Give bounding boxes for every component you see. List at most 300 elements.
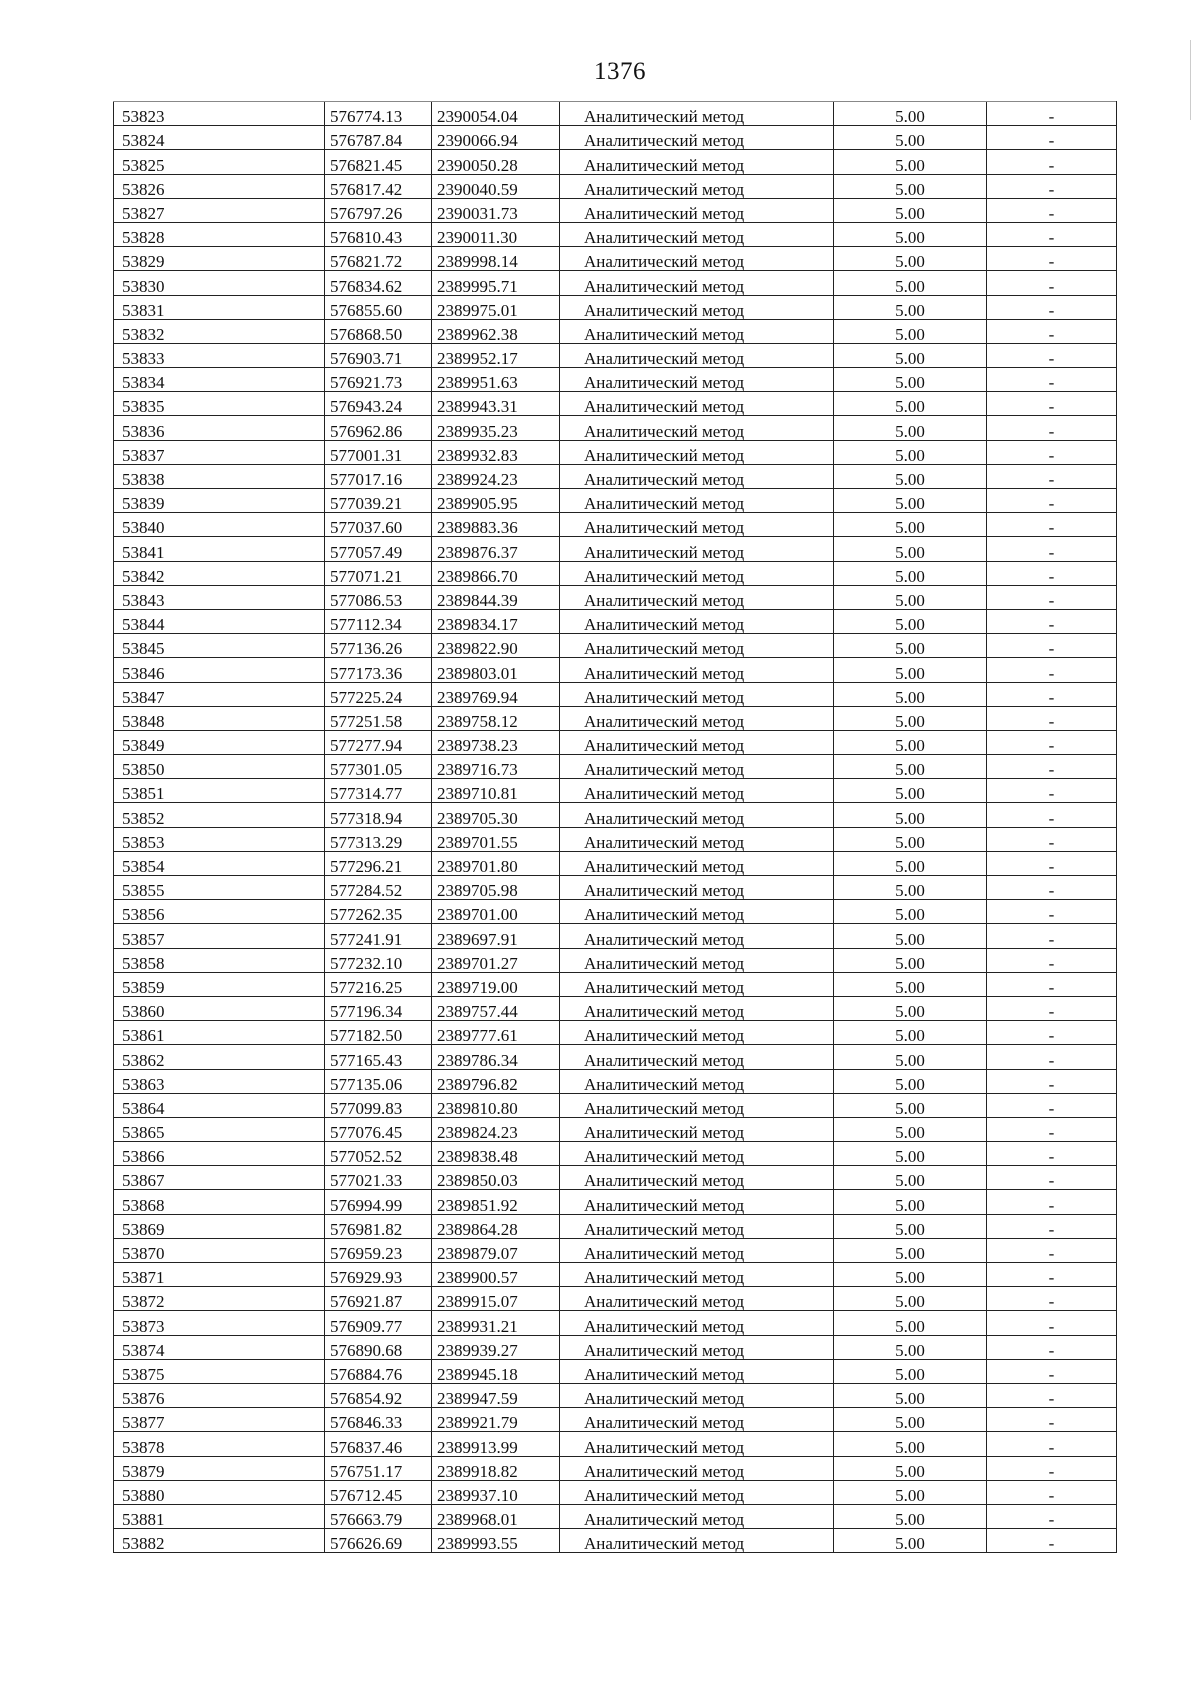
accuracy-cell: 5.00 [834, 827, 987, 851]
x-coordinate-cell: 577021.33 [325, 1166, 432, 1190]
x-coordinate-cell: 577196.34 [325, 996, 432, 1020]
note-cell: - [987, 343, 1117, 367]
point-id-cell: 53837 [114, 440, 325, 464]
method-cell: Аналитический метод [560, 537, 834, 561]
accuracy-cell: 5.00 [834, 126, 987, 150]
table-row [114, 996, 1117, 1020]
y-coordinate-cell: 2389945.18 [432, 1359, 560, 1383]
method-cell: Аналитический метод [560, 271, 834, 295]
y-coordinate-cell: 2389975.01 [432, 295, 560, 319]
table-row [114, 827, 1117, 851]
table-row [114, 368, 1117, 392]
table-row [114, 730, 1117, 754]
y-coordinate-cell: 2389937.10 [432, 1480, 560, 1504]
method-cell: Аналитический метод [560, 150, 834, 174]
method-cell: Аналитический метод [560, 1408, 834, 1432]
x-coordinate-cell: 576846.33 [325, 1408, 432, 1432]
method-cell: Аналитический метод [560, 1166, 834, 1190]
method-cell: Аналитический метод [560, 996, 834, 1020]
note-cell: - [987, 972, 1117, 996]
y-coordinate-cell: 2389838.48 [432, 1142, 560, 1166]
method-cell: Аналитический метод [560, 851, 834, 875]
y-coordinate-cell: 2389918.82 [432, 1456, 560, 1480]
x-coordinate-cell: 576854.92 [325, 1383, 432, 1407]
accuracy-cell: 5.00 [834, 102, 987, 126]
accuracy-cell: 5.00 [834, 972, 987, 996]
point-id-cell: 53870 [114, 1238, 325, 1262]
y-coordinate-cell: 2389913.99 [432, 1432, 560, 1456]
accuracy-cell: 5.00 [834, 779, 987, 803]
accuracy-cell: 5.00 [834, 755, 987, 779]
note-cell: - [987, 368, 1117, 392]
method-cell: Аналитический метод [560, 1238, 834, 1262]
y-coordinate-cell: 2389921.79 [432, 1408, 560, 1432]
y-coordinate-cell: 2389803.01 [432, 658, 560, 682]
x-coordinate-cell: 576962.86 [325, 416, 432, 440]
accuracy-cell: 5.00 [834, 489, 987, 513]
table-row [114, 126, 1117, 150]
method-cell: Аналитический метод [560, 319, 834, 343]
x-coordinate-cell: 577112.34 [325, 609, 432, 633]
table-row [114, 1287, 1117, 1311]
x-coordinate-cell: 577071.21 [325, 561, 432, 585]
y-coordinate-cell: 2389769.94 [432, 682, 560, 706]
method-cell: Аналитический метод [560, 706, 834, 730]
table-row [114, 174, 1117, 198]
x-coordinate-cell: 577017.16 [325, 464, 432, 488]
method-cell: Аналитический метод [560, 1311, 834, 1335]
table-row [114, 440, 1117, 464]
y-coordinate-cell: 2389935.23 [432, 416, 560, 440]
note-cell: - [987, 948, 1117, 972]
x-coordinate-cell: 577225.24 [325, 682, 432, 706]
note-cell: - [987, 1190, 1117, 1214]
accuracy-cell: 5.00 [834, 1383, 987, 1407]
y-coordinate-cell: 2389951.63 [432, 368, 560, 392]
point-id-cell: 53826 [114, 174, 325, 198]
y-coordinate-cell: 2389796.82 [432, 1069, 560, 1093]
method-cell: Аналитический метод [560, 1480, 834, 1504]
y-coordinate-cell: 2389710.81 [432, 779, 560, 803]
accuracy-cell: 5.00 [834, 561, 987, 585]
y-coordinate-cell: 2389758.12 [432, 706, 560, 730]
point-id-cell: 53855 [114, 876, 325, 900]
x-coordinate-cell: 577165.43 [325, 1045, 432, 1069]
point-id-cell: 53832 [114, 319, 325, 343]
note-cell: - [987, 222, 1117, 246]
accuracy-cell: 5.00 [834, 1117, 987, 1141]
point-id-cell: 53853 [114, 827, 325, 851]
table-row [114, 851, 1117, 875]
x-coordinate-cell: 577052.52 [325, 1142, 432, 1166]
y-coordinate-cell: 2389738.23 [432, 730, 560, 754]
page-number: 1376 [594, 58, 646, 85]
note-cell: - [987, 416, 1117, 440]
note-cell: - [987, 658, 1117, 682]
point-id-cell: 53882 [114, 1529, 325, 1553]
accuracy-cell: 5.00 [834, 440, 987, 464]
method-cell: Аналитический метод [560, 1117, 834, 1141]
note-cell: - [987, 634, 1117, 658]
table-row [114, 1166, 1117, 1190]
y-coordinate-cell: 2389701.55 [432, 827, 560, 851]
note-cell: - [987, 876, 1117, 900]
table-row [114, 271, 1117, 295]
note-cell: - [987, 1093, 1117, 1117]
point-id-cell: 53836 [114, 416, 325, 440]
accuracy-cell: 5.00 [834, 900, 987, 924]
x-coordinate-cell: 577136.26 [325, 634, 432, 658]
accuracy-cell: 5.00 [834, 682, 987, 706]
note-cell: - [987, 1166, 1117, 1190]
note-cell: - [987, 174, 1117, 198]
point-id-cell: 53869 [114, 1214, 325, 1238]
x-coordinate-cell: 576797.26 [325, 198, 432, 222]
point-id-cell: 53835 [114, 392, 325, 416]
point-id-cell: 53850 [114, 755, 325, 779]
method-cell: Аналитический метод [560, 803, 834, 827]
point-id-cell: 53833 [114, 343, 325, 367]
accuracy-cell: 5.00 [834, 1069, 987, 1093]
accuracy-cell: 5.00 [834, 392, 987, 416]
table-row [114, 924, 1117, 948]
x-coordinate-cell: 576855.60 [325, 295, 432, 319]
table-row [114, 464, 1117, 488]
method-cell: Аналитический метод [560, 1359, 834, 1383]
x-coordinate-cell: 576821.45 [325, 150, 432, 174]
point-id-cell: 53841 [114, 537, 325, 561]
note-cell: - [987, 1069, 1117, 1093]
x-coordinate-cell: 577173.36 [325, 658, 432, 682]
accuracy-cell: 5.00 [834, 174, 987, 198]
note-cell: - [987, 561, 1117, 585]
y-coordinate-cell: 2389701.80 [432, 851, 560, 875]
method-cell: Аналитический метод [560, 1190, 834, 1214]
method-cell: Аналитический метод [560, 1021, 834, 1045]
x-coordinate-cell: 577037.60 [325, 513, 432, 537]
table-row [114, 900, 1117, 924]
point-id-cell: 53873 [114, 1311, 325, 1335]
accuracy-cell: 5.00 [834, 222, 987, 246]
x-coordinate-cell: 576787.84 [325, 126, 432, 150]
method-cell: Аналитический метод [560, 174, 834, 198]
table-row [114, 948, 1117, 972]
y-coordinate-cell: 2389932.83 [432, 440, 560, 464]
point-id-cell: 53876 [114, 1383, 325, 1407]
note-cell: - [987, 755, 1117, 779]
method-cell: Аналитический метод [560, 247, 834, 271]
accuracy-cell: 5.00 [834, 1359, 987, 1383]
method-cell: Аналитический метод [560, 295, 834, 319]
y-coordinate-cell: 2389939.27 [432, 1335, 560, 1359]
method-cell: Аналитический метод [560, 222, 834, 246]
point-id-cell: 53864 [114, 1093, 325, 1117]
y-coordinate-cell: 2389719.00 [432, 972, 560, 996]
method-cell: Аналитический метод [560, 513, 834, 537]
y-coordinate-cell: 2390011.30 [432, 222, 560, 246]
x-coordinate-cell: 576903.71 [325, 343, 432, 367]
point-id-cell: 53872 [114, 1287, 325, 1311]
point-id-cell: 53845 [114, 634, 325, 658]
table-row [114, 1359, 1117, 1383]
method-cell: Аналитический метод [560, 634, 834, 658]
y-coordinate-cell: 2389705.30 [432, 803, 560, 827]
x-coordinate-cell: 576994.99 [325, 1190, 432, 1214]
point-id-cell: 53881 [114, 1504, 325, 1528]
note-cell: - [987, 1045, 1117, 1069]
y-coordinate-cell: 2389947.59 [432, 1383, 560, 1407]
method-cell: Аналитический метод [560, 682, 834, 706]
x-coordinate-cell: 576909.77 [325, 1311, 432, 1335]
method-cell: Аналитический метод [560, 489, 834, 513]
table-row [114, 1504, 1117, 1528]
y-coordinate-cell: 2389876.37 [432, 537, 560, 561]
note-cell: - [987, 1263, 1117, 1287]
note-cell: - [987, 1021, 1117, 1045]
table-row [114, 1238, 1117, 1262]
method-cell: Аналитический метод [560, 876, 834, 900]
point-id-cell: 53825 [114, 150, 325, 174]
accuracy-cell: 5.00 [834, 343, 987, 367]
method-cell: Аналитический метод [560, 730, 834, 754]
accuracy-cell: 5.00 [834, 416, 987, 440]
accuracy-cell: 5.00 [834, 1045, 987, 1069]
accuracy-cell: 5.00 [834, 198, 987, 222]
x-coordinate-cell: 576774.13 [325, 102, 432, 126]
method-cell: Аналитический метод [560, 464, 834, 488]
table-row [114, 150, 1117, 174]
table-row [114, 102, 1117, 126]
x-coordinate-cell: 577099.83 [325, 1093, 432, 1117]
accuracy-cell: 5.00 [834, 1311, 987, 1335]
method-cell: Аналитический метод [560, 609, 834, 633]
method-cell: Аналитический метод [560, 1142, 834, 1166]
accuracy-cell: 5.00 [834, 295, 987, 319]
x-coordinate-cell: 576810.43 [325, 222, 432, 246]
table-row [114, 1190, 1117, 1214]
point-id-cell: 53847 [114, 682, 325, 706]
note-cell: - [987, 803, 1117, 827]
method-cell: Аналитический метод [560, 1287, 834, 1311]
x-coordinate-cell: 576837.46 [325, 1432, 432, 1456]
point-id-cell: 53829 [114, 247, 325, 271]
table-row [114, 1311, 1117, 1335]
point-id-cell: 53844 [114, 609, 325, 633]
note-cell: - [987, 1117, 1117, 1141]
x-coordinate-cell: 577182.50 [325, 1021, 432, 1045]
accuracy-cell: 5.00 [834, 996, 987, 1020]
accuracy-cell: 5.00 [834, 271, 987, 295]
accuracy-cell: 5.00 [834, 1456, 987, 1480]
point-id-cell: 53831 [114, 295, 325, 319]
y-coordinate-cell: 2389851.92 [432, 1190, 560, 1214]
method-cell: Аналитический метод [560, 392, 834, 416]
point-id-cell: 53840 [114, 513, 325, 537]
point-id-cell: 53863 [114, 1069, 325, 1093]
method-cell: Аналитический метод [560, 1432, 834, 1456]
x-coordinate-cell: 577057.49 [325, 537, 432, 561]
note-cell: - [987, 150, 1117, 174]
method-cell: Аналитический метод [560, 343, 834, 367]
table-row [114, 489, 1117, 513]
table-row [114, 755, 1117, 779]
y-coordinate-cell: 2389705.98 [432, 876, 560, 900]
table-row [114, 585, 1117, 609]
y-coordinate-cell: 2389716.73 [432, 755, 560, 779]
method-cell: Аналитический метод [560, 1456, 834, 1480]
note-cell: - [987, 295, 1117, 319]
table-row [114, 247, 1117, 271]
accuracy-cell: 5.00 [834, 1408, 987, 1432]
x-coordinate-cell: 577216.25 [325, 972, 432, 996]
y-coordinate-cell: 2390031.73 [432, 198, 560, 222]
point-id-cell: 53830 [114, 271, 325, 295]
point-id-cell: 53867 [114, 1166, 325, 1190]
coordinates-table-body [114, 102, 1117, 1553]
point-id-cell: 53865 [114, 1117, 325, 1141]
point-id-cell: 53854 [114, 851, 325, 875]
table-row [114, 682, 1117, 706]
table-row [114, 658, 1117, 682]
method-cell: Аналитический метод [560, 368, 834, 392]
point-id-cell: 53878 [114, 1432, 325, 1456]
note-cell: - [987, 706, 1117, 730]
note-cell: - [987, 1335, 1117, 1359]
accuracy-cell: 5.00 [834, 1166, 987, 1190]
note-cell: - [987, 247, 1117, 271]
y-coordinate-cell: 2390066.94 [432, 126, 560, 150]
accuracy-cell: 5.00 [834, 1190, 987, 1214]
method-cell: Аналитический метод [560, 440, 834, 464]
x-coordinate-cell: 576712.45 [325, 1480, 432, 1504]
table-row [114, 1045, 1117, 1069]
y-coordinate-cell: 2389824.23 [432, 1117, 560, 1141]
point-id-cell: 53880 [114, 1480, 325, 1504]
table-row [114, 1214, 1117, 1238]
y-coordinate-cell: 2389701.27 [432, 948, 560, 972]
note-cell: - [987, 1287, 1117, 1311]
table-row [114, 1335, 1117, 1359]
point-id-cell: 53828 [114, 222, 325, 246]
note-cell: - [987, 1311, 1117, 1335]
table-row [114, 198, 1117, 222]
note-cell: - [987, 730, 1117, 754]
accuracy-cell: 5.00 [834, 730, 987, 754]
point-id-cell: 53871 [114, 1263, 325, 1287]
table-row [114, 634, 1117, 658]
note-cell: - [987, 1504, 1117, 1528]
table-row [114, 706, 1117, 730]
y-coordinate-cell: 2389993.55 [432, 1529, 560, 1553]
note-cell: - [987, 1529, 1117, 1553]
y-coordinate-cell: 2389757.44 [432, 996, 560, 1020]
table-row [114, 609, 1117, 633]
point-id-cell: 53875 [114, 1359, 325, 1383]
method-cell: Аналитический метод [560, 924, 834, 948]
method-cell: Аналитический метод [560, 755, 834, 779]
method-cell: Аналитический метод [560, 198, 834, 222]
note-cell: - [987, 392, 1117, 416]
point-id-cell: 53839 [114, 489, 325, 513]
method-cell: Аналитический метод [560, 561, 834, 585]
x-coordinate-cell: 577262.35 [325, 900, 432, 924]
accuracy-cell: 5.00 [834, 658, 987, 682]
point-id-cell: 53858 [114, 948, 325, 972]
y-coordinate-cell: 2389844.39 [432, 585, 560, 609]
y-coordinate-cell: 2390040.59 [432, 174, 560, 198]
method-cell: Аналитический метод [560, 1504, 834, 1528]
method-cell: Аналитический метод [560, 948, 834, 972]
table-row [114, 416, 1117, 440]
x-coordinate-cell: 576663.79 [325, 1504, 432, 1528]
x-coordinate-cell: 577284.52 [325, 876, 432, 900]
accuracy-cell: 5.00 [834, 1263, 987, 1287]
point-id-cell: 53827 [114, 198, 325, 222]
x-coordinate-cell: 577076.45 [325, 1117, 432, 1141]
table-row [114, 222, 1117, 246]
x-coordinate-cell: 576943.24 [325, 392, 432, 416]
y-coordinate-cell: 2389905.95 [432, 489, 560, 513]
y-coordinate-cell: 2389864.28 [432, 1214, 560, 1238]
table-row [114, 1021, 1117, 1045]
table-row [114, 537, 1117, 561]
table-row [114, 1142, 1117, 1166]
point-id-cell: 53834 [114, 368, 325, 392]
accuracy-cell: 5.00 [834, 1335, 987, 1359]
point-id-cell: 53857 [114, 924, 325, 948]
point-id-cell: 53860 [114, 996, 325, 1020]
table-row [114, 972, 1117, 996]
accuracy-cell: 5.00 [834, 948, 987, 972]
accuracy-cell: 5.00 [834, 876, 987, 900]
y-coordinate-cell: 2389998.14 [432, 247, 560, 271]
x-coordinate-cell: 576884.76 [325, 1359, 432, 1383]
y-coordinate-cell: 2389924.23 [432, 464, 560, 488]
accuracy-cell: 5.00 [834, 1214, 987, 1238]
table-row [114, 561, 1117, 585]
method-cell: Аналитический метод [560, 1335, 834, 1359]
table-row [114, 343, 1117, 367]
accuracy-cell: 5.00 [834, 1480, 987, 1504]
accuracy-cell: 5.00 [834, 1238, 987, 1262]
y-coordinate-cell: 2389962.38 [432, 319, 560, 343]
accuracy-cell: 5.00 [834, 851, 987, 875]
note-cell: - [987, 1408, 1117, 1432]
point-id-cell: 53856 [114, 900, 325, 924]
method-cell: Аналитический метод [560, 126, 834, 150]
accuracy-cell: 5.00 [834, 803, 987, 827]
note-cell: - [987, 682, 1117, 706]
x-coordinate-cell: 577039.21 [325, 489, 432, 513]
coordinates-table [113, 101, 1117, 1553]
accuracy-cell: 5.00 [834, 537, 987, 561]
note-cell: - [987, 1238, 1117, 1262]
note-cell: - [987, 489, 1117, 513]
note-cell: - [987, 1480, 1117, 1504]
accuracy-cell: 5.00 [834, 464, 987, 488]
note-cell: - [987, 609, 1117, 633]
accuracy-cell: 5.00 [834, 247, 987, 271]
note-cell: - [987, 1432, 1117, 1456]
method-cell: Аналитический метод [560, 827, 834, 851]
y-coordinate-cell: 2389777.61 [432, 1021, 560, 1045]
x-coordinate-cell: 577301.05 [325, 755, 432, 779]
y-coordinate-cell: 2389822.90 [432, 634, 560, 658]
method-cell: Аналитический метод [560, 972, 834, 996]
note-cell: - [987, 319, 1117, 343]
x-coordinate-cell: 576921.87 [325, 1287, 432, 1311]
x-coordinate-cell: 577086.53 [325, 585, 432, 609]
